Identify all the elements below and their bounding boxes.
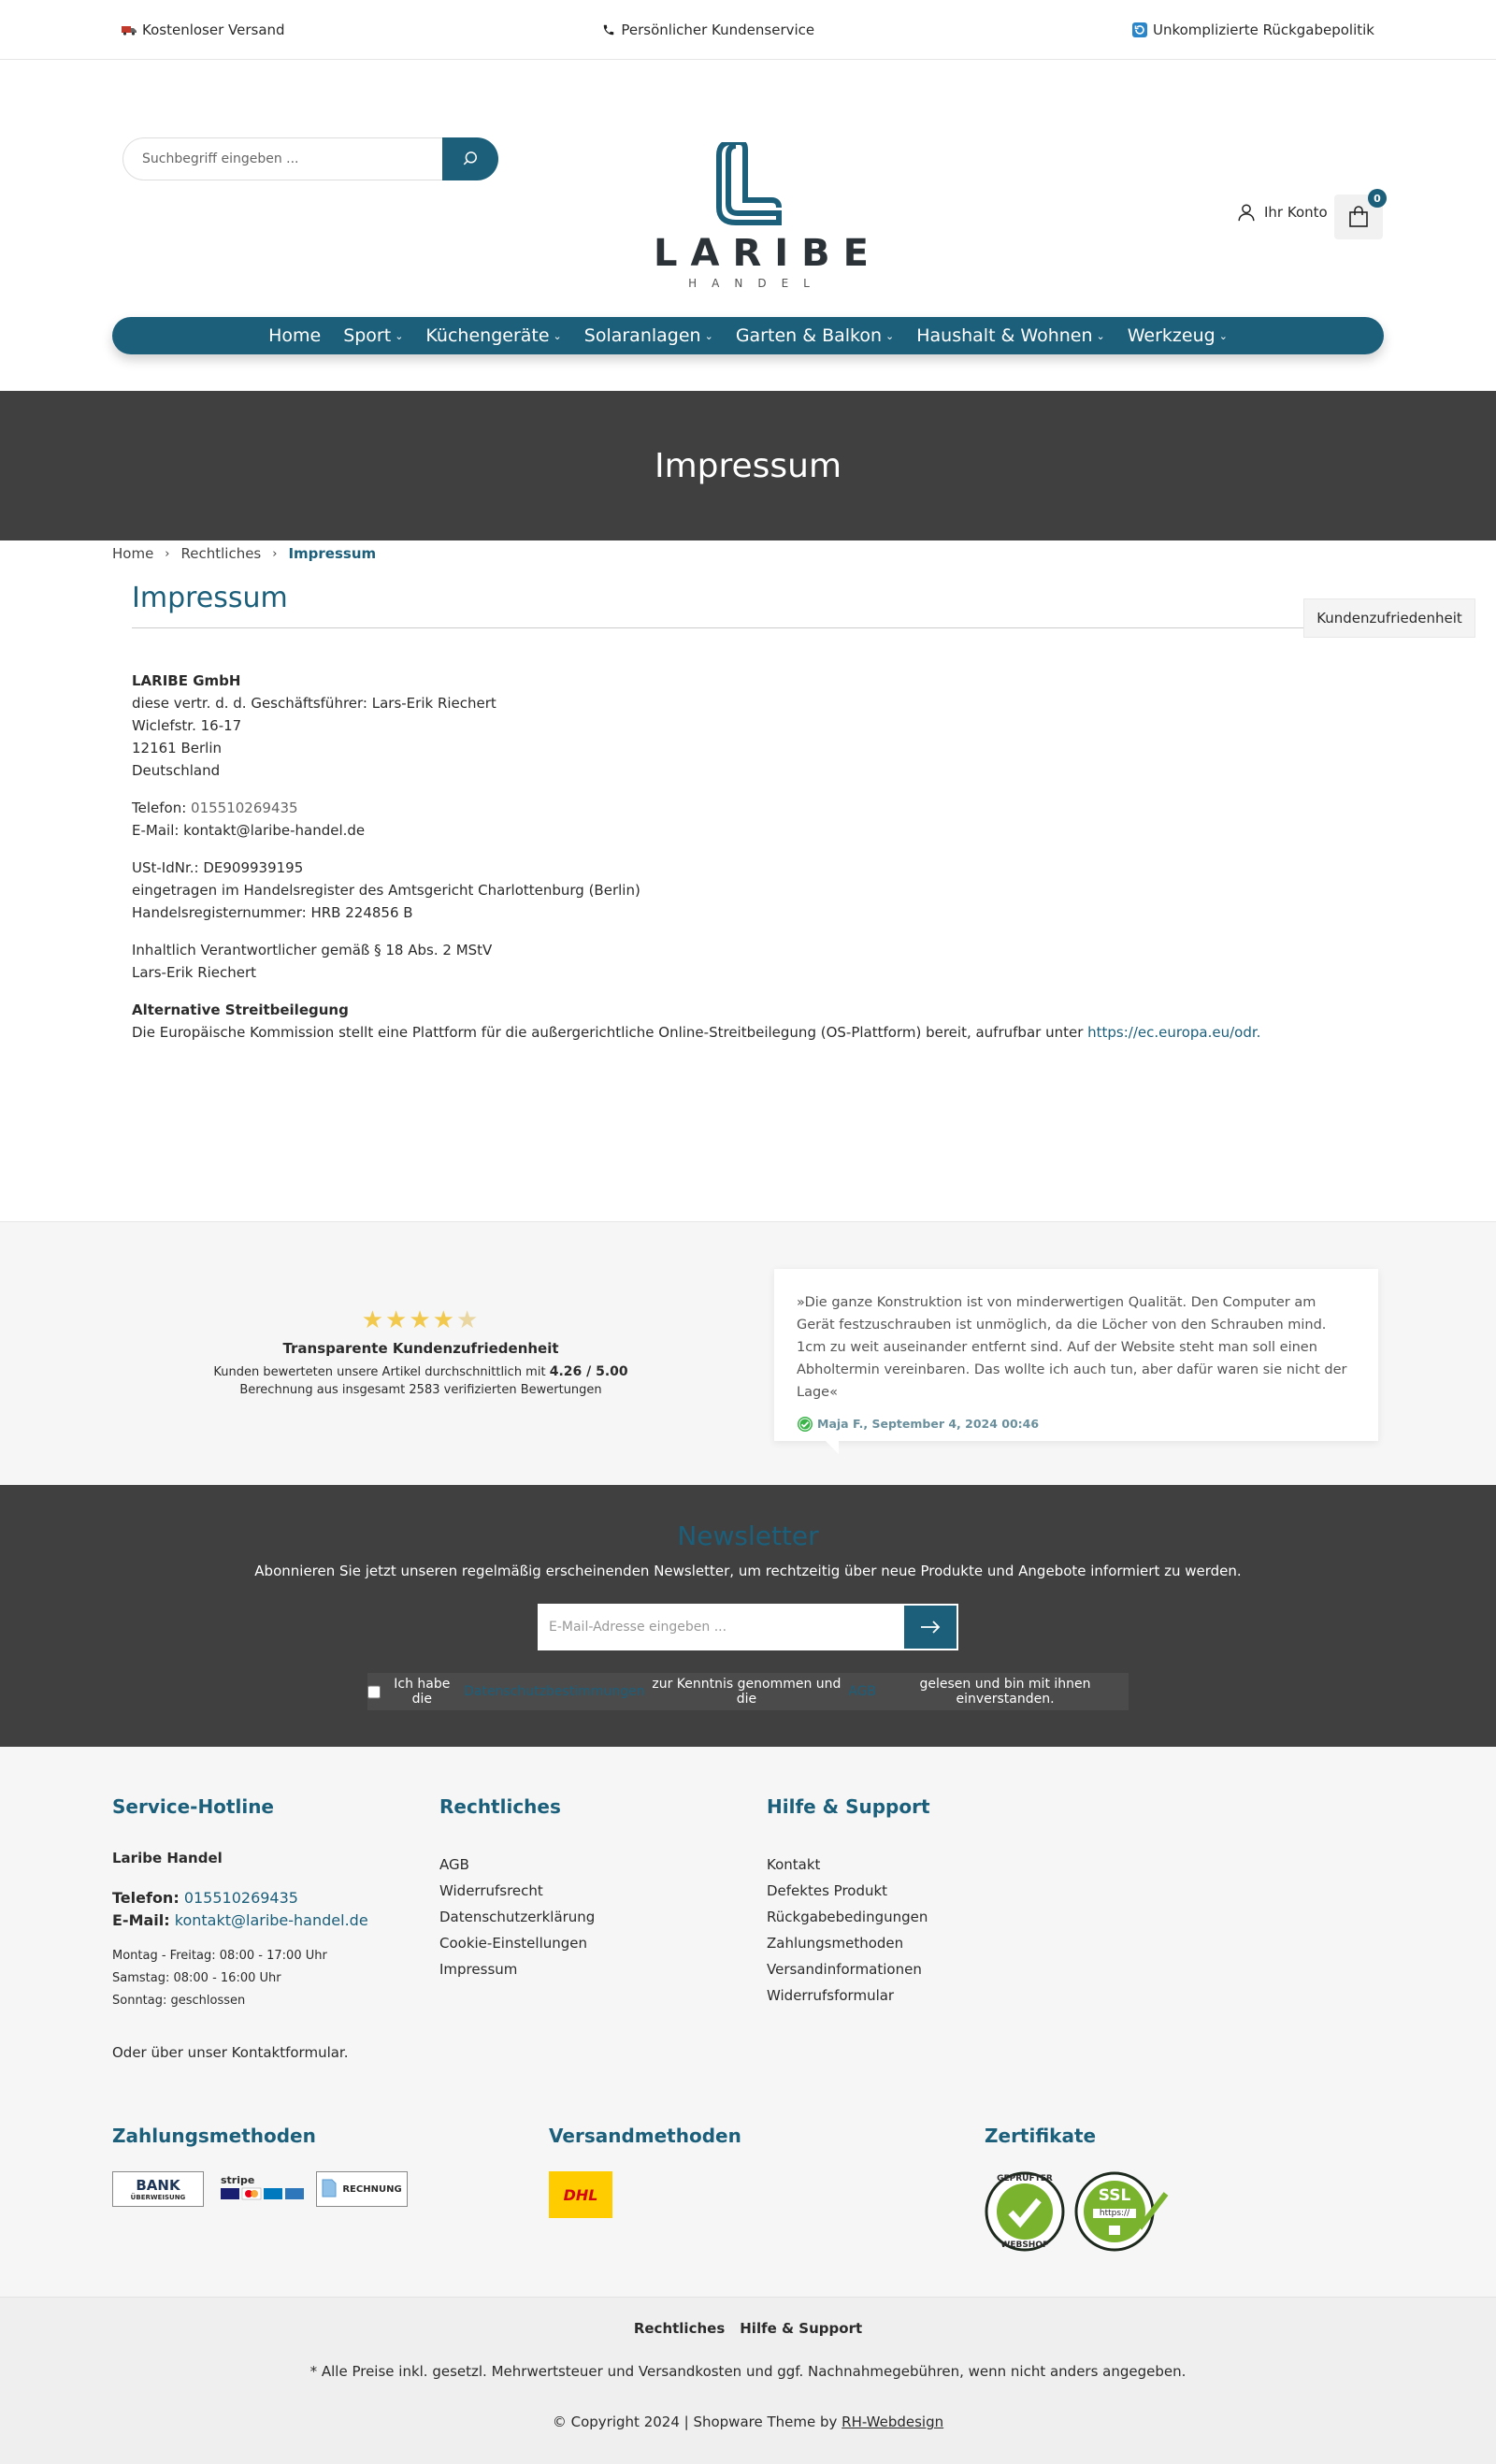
card-logos-icon bbox=[221, 2186, 305, 2204]
chevron-down-icon: ⌄ bbox=[395, 329, 404, 342]
chevron-down-icon: ⌄ bbox=[704, 329, 713, 342]
responsible-line: Inhaltlich Verantwortlicher gemäß § 18 Abs. 2 MStV bbox=[132, 942, 493, 958]
footer-link-impressum[interactable]: Impressum bbox=[439, 1961, 518, 1978]
logo-mark-icon bbox=[715, 142, 783, 226]
footer-bottom-bar bbox=[0, 2297, 1496, 2464]
phone-label: Telefon: bbox=[132, 800, 187, 816]
chevron-right-icon: › bbox=[272, 546, 278, 561]
nav-item-label: Küchengeräte bbox=[425, 325, 550, 346]
truck-icon bbox=[122, 24, 137, 36]
footer-opening-hours bbox=[112, 1945, 411, 2012]
rating-average-text: Kunden bewerteten unsere Artikel durchschnittlich mit bbox=[213, 1365, 550, 1379]
footer-legal-column bbox=[439, 1795, 739, 1982]
footer-bottom-links bbox=[0, 2298, 1496, 2337]
address-line: Deutschland bbox=[132, 762, 221, 779]
nav-item-label: Garten & Balkon bbox=[735, 325, 883, 346]
rating-summary bbox=[187, 1306, 654, 1397]
footer-heading: Zahlungsmethoden bbox=[112, 2125, 316, 2147]
chevron-down-icon: ⌄ bbox=[1096, 329, 1105, 342]
nav-item-label: Sport bbox=[343, 325, 392, 346]
footer-phone-label: Telefon: bbox=[112, 1889, 180, 1907]
invoice-badge-text: RECHNUNG bbox=[342, 2183, 402, 2195]
ssl-seal bbox=[1074, 2171, 1172, 2252]
nav-item-haushalt-wohnen[interactable] bbox=[916, 325, 1105, 346]
copyright bbox=[0, 2414, 1496, 2430]
newsletter-submit-button[interactable] bbox=[902, 1604, 958, 1650]
footer-link-agb[interactable]: AGB bbox=[439, 1856, 469, 1873]
chevron-down-icon: ⌄ bbox=[553, 329, 562, 342]
customer-service-info bbox=[602, 22, 814, 38]
privacy-link[interactable]: Datenschutzbestimmungen bbox=[464, 1684, 645, 1699]
breadcrumb-home[interactable]: Home bbox=[112, 545, 154, 562]
page-title: Impressum bbox=[132, 567, 1364, 628]
free-shipping-info bbox=[122, 22, 285, 38]
bank-badge-subtext: ÜBERWEISUNG bbox=[130, 2194, 186, 2201]
price-note: * Alle Preise inkl. gesetzl. Mehrwertsteuer und Versandkosten und ggf. Nachnahmegebühren, wenn nicht anders angegeben. bbox=[309, 2363, 1187, 2380]
footer-heading: Rechtliches bbox=[439, 1795, 561, 1818]
footer-contact bbox=[112, 1887, 411, 1932]
star-full-icon: ★ bbox=[361, 1306, 386, 1334]
review-author bbox=[797, 1413, 1356, 1435]
dispute-title: Alternative Streitbeilegung bbox=[132, 1001, 349, 1018]
cart-button[interactable] bbox=[1334, 192, 1383, 239]
stripe-badge-text: stripe bbox=[221, 2174, 255, 2186]
nav-item-sport[interactable] bbox=[343, 325, 403, 346]
customer-reviews-section bbox=[0, 1221, 1496, 1485]
free-shipping-label: Kostenloser Versand bbox=[142, 21, 285, 38]
main-navigation bbox=[112, 317, 1384, 354]
chevron-down-icon: ⌄ bbox=[885, 329, 895, 342]
address-line: Wiclefstr. 16-17 bbox=[132, 717, 242, 734]
payment-badges bbox=[112, 2171, 408, 2207]
review-author-text: Maja F., September 4, 2024 00:46 bbox=[817, 1417, 1040, 1431]
site-footer bbox=[0, 1747, 1496, 2297]
search-icon bbox=[461, 150, 480, 168]
phone-icon bbox=[602, 23, 615, 36]
arrow-right-icon bbox=[920, 1621, 941, 1634]
logo-subline: HANDEL bbox=[688, 277, 825, 290]
footer-certificates bbox=[985, 2125, 1172, 2252]
consent-text: zur Kenntnis genommen und die bbox=[652, 1677, 842, 1707]
footer-service-column bbox=[112, 1795, 411, 2061]
newsletter-email-input[interactable] bbox=[538, 1604, 902, 1650]
footer-contact-form-link[interactable]: Oder über unser Kontaktformular. bbox=[112, 2044, 349, 2061]
nav-item-kuechengeraete[interactable] bbox=[425, 325, 561, 346]
newsletter-section bbox=[0, 1485, 1496, 1747]
newsletter-consent bbox=[367, 1673, 1129, 1710]
ssl-seal-text: SSL bbox=[1098, 2186, 1131, 2205]
ssl-seal-subtext: https:// bbox=[1093, 2209, 1136, 2218]
seal-bottom-text: WEBSHOP bbox=[1000, 2241, 1049, 2250]
footer-company-name: Laribe Handel bbox=[112, 1850, 223, 1866]
hero-title: Impressum bbox=[654, 446, 842, 485]
return-icon bbox=[1132, 22, 1147, 37]
register-number: Handelsregisternummer: HRB 224856 B bbox=[132, 904, 413, 921]
impressum-text bbox=[132, 670, 1364, 1044]
nav-item-label: Haushalt & Wohnen bbox=[916, 325, 1093, 346]
top-info-bar bbox=[0, 0, 1496, 60]
nav-item-garten-balkon[interactable] bbox=[736, 325, 894, 346]
footer-help-column bbox=[767, 1795, 1066, 2009]
register-court: eingetragen im Handelsregister des Amtsgericht Charlottenburg (Berlin) bbox=[132, 882, 640, 899]
terms-link[interactable]: AGB bbox=[848, 1684, 877, 1699]
consent-text: gelesen und bin mit ihnen einverstanden. bbox=[919, 1677, 1091, 1707]
company-name: LARIBE GmbH bbox=[132, 672, 241, 689]
footer-heading: Zertifikate bbox=[985, 2125, 1097, 2147]
consent-checkbox[interactable] bbox=[367, 1685, 381, 1699]
review-card bbox=[774, 1269, 1378, 1441]
footer-email-label: E-Mail: bbox=[112, 1911, 170, 1929]
bank-badge-text: BANK bbox=[136, 2177, 180, 2194]
theme-author-link[interactable]: RH-Webdesign bbox=[842, 2414, 944, 2430]
returns-info bbox=[1132, 22, 1374, 38]
footer-heading: Hilfe & Support bbox=[767, 1795, 930, 1818]
chevron-right-icon: › bbox=[165, 546, 170, 561]
customer-service-label: Persönlicher Kundenservice bbox=[621, 21, 815, 38]
nav-item-home[interactable] bbox=[268, 325, 321, 346]
cart-count-badge: 0 bbox=[1368, 189, 1387, 208]
email-line: E-Mail: kontakt@laribe-handel.de bbox=[132, 822, 366, 839]
newsletter-title: Newsletter bbox=[677, 1520, 819, 1551]
verified-webshop-seal bbox=[985, 2171, 1065, 2252]
footer-link-kontakt[interactable]: Kontakt bbox=[767, 1856, 821, 1873]
dhl-logo: DHL bbox=[549, 2171, 612, 2218]
nav-item-solaranlagen[interactable] bbox=[584, 325, 713, 346]
footer-email-link[interactable]: kontakt@laribe-handel.de bbox=[174, 1911, 368, 1929]
footer-heading: Versandmethoden bbox=[549, 2125, 741, 2147]
footer-link-widerrufsformular[interactable]: Widerrufsformular bbox=[767, 1987, 895, 2004]
footer-phone-link[interactable]: 015510269435 bbox=[183, 1889, 298, 1907]
copyright-text: © Copyright 2024 | Shopware Theme by bbox=[552, 2414, 842, 2430]
review-quote: »Die ganze Konstruktion ist von minderwertigen Qualität. Den Computer am Gerät festzuschrauben ist unmöglich, da die Löcher von den Schrauben mind. 1cm zu weit auseinander entfernt sind. Auf der Website steht man soll einen Abholtermin vereinbaren. Das wollte ich auch tun, aber dafür waren sie nicht der Lage« bbox=[797, 1295, 1347, 1400]
hours-line: Sonntag: geschlossen bbox=[112, 1994, 246, 2008]
user-icon bbox=[1236, 202, 1257, 223]
nav-item-label: Werkzeug bbox=[1127, 325, 1216, 346]
footer-heading: Service-Hotline bbox=[112, 1795, 274, 1818]
stripe-badge bbox=[215, 2171, 305, 2207]
footer-help-list bbox=[767, 1852, 1066, 2009]
footer-link-datenschutz[interactable]: Datenschutzerklärung bbox=[439, 1909, 596, 1925]
footer-payment-methods bbox=[112, 2125, 408, 2207]
verified-check-icon bbox=[797, 1416, 813, 1433]
bottom-link-rechtliches[interactable]: Rechtliches bbox=[633, 2320, 726, 2337]
footer-shipping-methods bbox=[549, 2125, 741, 2218]
phone-link[interactable]: 015510269435 bbox=[191, 800, 298, 816]
page-hero-banner bbox=[0, 391, 1496, 540]
search-form bbox=[122, 137, 498, 180]
newsletter-form bbox=[538, 1604, 958, 1650]
account-label: Ihr Konto bbox=[1264, 204, 1328, 221]
invoice-badge bbox=[316, 2171, 408, 2207]
address-line: 12161 Berlin bbox=[132, 740, 223, 756]
site-header bbox=[0, 60, 1496, 346]
bottom-link-hilfe-support[interactable]: Hilfe & Support bbox=[740, 2320, 863, 2337]
rating-average-value: 4.26 / 5.00 bbox=[549, 1364, 628, 1379]
newsletter-text: Abonnieren Sie jetzt unseren regelmäßig erscheinenden Newsletter, um rechtzeitig über neue Produkte und Angebote informiert zu werden. bbox=[254, 1563, 1242, 1579]
footer-legal-list bbox=[439, 1852, 739, 1982]
bank-transfer-badge bbox=[112, 2171, 204, 2207]
nav-item-werkzeug[interactable] bbox=[1128, 325, 1228, 346]
site-logo[interactable] bbox=[640, 142, 882, 292]
main-content bbox=[0, 567, 1496, 1221]
certificate-badges bbox=[985, 2171, 1172, 2252]
returns-label: Unkomplizierte Rückgabepolitik bbox=[1152, 21, 1374, 38]
seal-top-text: GEPRÜFTER bbox=[997, 2174, 1053, 2183]
breadcrumb-rechtliches[interactable]: Rechtliches bbox=[180, 545, 262, 562]
search-input[interactable] bbox=[122, 137, 442, 180]
search-button[interactable] bbox=[442, 137, 498, 180]
logo-wordmark: LARIBE bbox=[654, 232, 882, 275]
rating-count-line: Berechnung aus insgesamt 2583 verifizierten Bewertungen bbox=[239, 1383, 602, 1397]
footer-link-rueckgabe[interactable]: Rückgabebedingungen bbox=[767, 1909, 928, 1925]
star-full-icon: ★ bbox=[409, 1306, 433, 1334]
responsible-name: Lars-Erik Riechert bbox=[132, 964, 257, 981]
shopping-bag-icon bbox=[1348, 206, 1369, 228]
footer-link-zahlungsmethoden[interactable]: Zahlungsmethoden bbox=[767, 1935, 904, 1952]
breadcrumb bbox=[0, 540, 1496, 567]
nav-item-label: Solaranlagen bbox=[583, 325, 701, 346]
star-full-icon: ★ bbox=[432, 1306, 456, 1334]
customer-satisfaction-tab[interactable]: Kundenzufriedenheit bbox=[1303, 598, 1475, 638]
star-partial-icon: ★ bbox=[455, 1306, 481, 1334]
vat-id: USt-IdNr.: DE909939195 bbox=[132, 859, 304, 876]
rating-stars bbox=[187, 1306, 654, 1334]
hours-line: Samstag: 08:00 - 16:00 Uhr bbox=[112, 1971, 281, 1985]
chevron-down-icon: ⌄ bbox=[1218, 329, 1228, 342]
odr-link[interactable]: https://ec.europa.eu/odr. bbox=[1087, 1024, 1261, 1041]
nav-item-label: Home bbox=[268, 325, 322, 346]
footer-link-versand[interactable]: Versandinformationen bbox=[767, 1961, 922, 1978]
address-line: diese vertr. d. d. Geschäftsführer: Lars-Erik Riechert bbox=[132, 695, 496, 712]
dispute-text: Die Europäische Kommission stellt eine Plattform für die außergerichtliche Online-Streitbeilegung (OS-Plattform) bereit, aufrufbar unter bbox=[132, 1024, 1088, 1041]
document-icon bbox=[322, 2179, 337, 2200]
footer-link-cookies[interactable]: Cookie-Einstellungen bbox=[439, 1935, 588, 1952]
breadcrumb-current[interactable]: Impressum bbox=[288, 545, 377, 562]
footer-link-widerrufsrecht[interactable]: Widerrufsrecht bbox=[439, 1882, 543, 1899]
hours-line: Montag - Freitag: 08:00 - 17:00 Uhr bbox=[112, 1949, 327, 1963]
account-link[interactable] bbox=[1236, 202, 1328, 223]
star-full-icon: ★ bbox=[385, 1306, 410, 1334]
consent-text: Ich habe die bbox=[394, 1677, 451, 1707]
rating-title: Transparente Kundenzufriedenheit bbox=[282, 1340, 559, 1357]
footer-link-defektes-produkt[interactable]: Defektes Produkt bbox=[767, 1882, 888, 1899]
rating-average-line bbox=[187, 1364, 654, 1379]
